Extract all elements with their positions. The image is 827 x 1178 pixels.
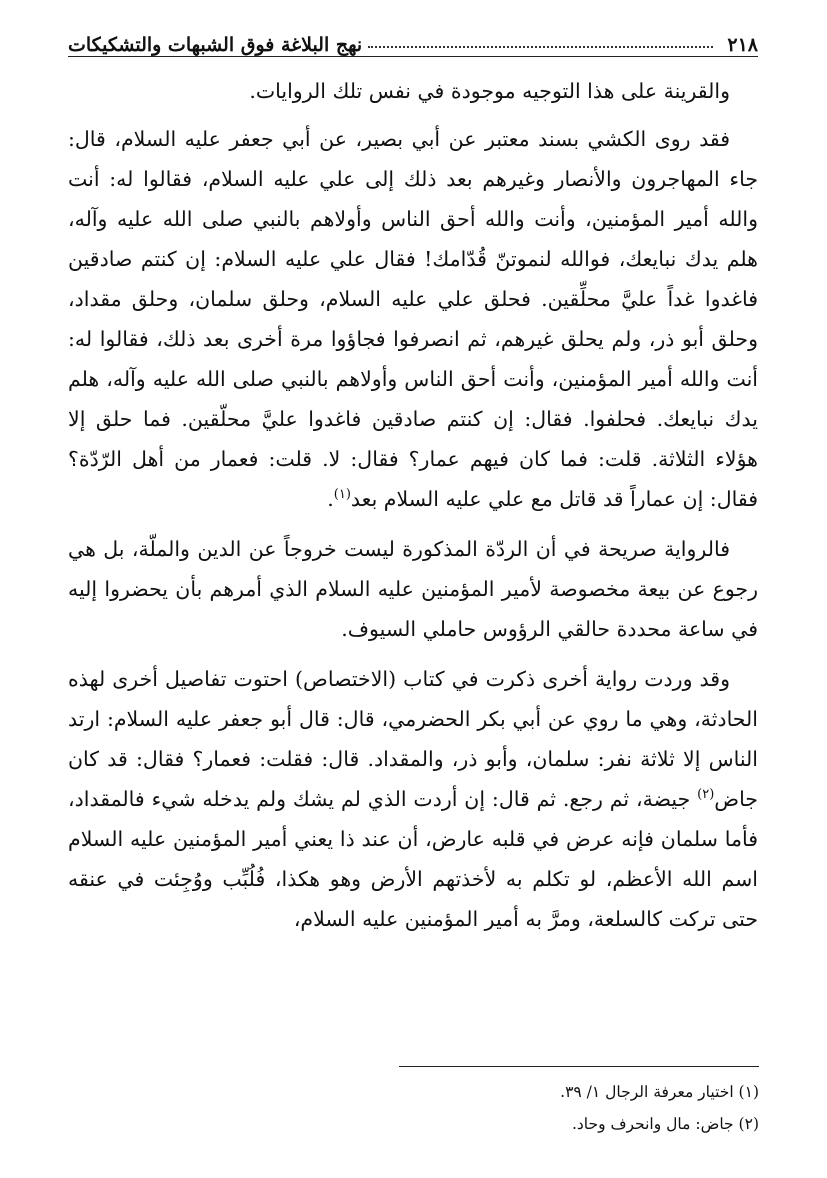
main-text xyxy=(68,71,758,939)
paragraph-1: والقرينة على هذا التوجيه موجودة في نفس تلك الروايات. xyxy=(249,79,730,103)
footnote-1: (١) اختيار معرفة الرجال ١/ ٣٩. xyxy=(560,1083,759,1101)
footnotes xyxy=(69,1076,759,1140)
paragraph-2 xyxy=(68,119,758,519)
paragraph-4-cont: جيضة، ثم رجع. ثم قال: إن أردت الذي لم يشك ولم يدخله شيء فالمقداد، فأما سلمان فإنه عرض في قلبه عارض، أن عند ذا يعني أمير المؤمنين عليه السلام اسم الله الأعظم، لو تكلم به لأخذتهم الأرض وهو هكذا، فُلُبِّب ووُجِئت في عنقه حتى تركت كالسلعة، ومرَّ به أمير المؤمنين عليه السلام، xyxy=(68,787,758,931)
footnote-marker-1: (١) xyxy=(333,487,351,503)
footnote-separator xyxy=(399,1066,759,1067)
paragraph-3: فالرواية صريحة في أن الردّة المذكورة ليست خروجاً عن الدين والملّة، بل هي رجوع عن بيعة مخصوصة لأمير المؤمنين عليه السلام الذي أمرهم بأن يحضروا إليه في ساعة محددة حالقي الرؤوس حاملي السيوف. xyxy=(68,537,758,641)
page-number: ٢١٨ xyxy=(727,34,758,56)
paragraph-4-text: وقد وردت رواية أخرى ذكرت في كتاب (الاختصاص) احتوت تفاصيل أخرى لهذه الحادثة، وهي ما روي عن أبي بكر الحضرمي، قال: قال أبو جعفر عليه السلام: ارتد الناس إلا ثلاثة نفر: سلمان، وأبو ذر، والمقداد. قال: فقلت: فعمار؟ فقال: قد كان جاض xyxy=(68,667,758,811)
running-header xyxy=(68,22,758,57)
paragraph-2-text: فقد روى الكشي بسند معتبر عن أبي بصير، عن أبي جعفر عليه السلام، قال: جاء المهاجرون والأنصار وغيرهم بعد ذلك إلى علي عليه السلام، فقالوا له: أنت والله أمير المؤمنين، وأنت والله أحق الناس وأولاهم بالنبي صلى الله عليه وآله، هلم يدك نبايعك، فوالله لنموتنّ قُدّامك! فقال علي عليه السلام: إن كنتم صادقين فاغدوا غداً عليَّ محلِّقين. فحلق علي عليه السلام، وحلق سلمان، وحلق مقداد، وحلق أبو ذر، ولم يحلق غيرهم، ثم انصرفوا فجاؤوا مرة أخرى بعد ذلك، فقالوا له: أنت والله أمير المؤمنين، وأنت أحق الناس وأولاهم بالنبي صلى الله عليه وآله، هلم يدك نبايعك. فحلفوا. فقال: إن كنتم صادقين فاغدوا عليَّ محلّقين. فما حلق إلا هؤلاء الثلاثة. قلت: فما كان فيهم عمار؟ فقال: لا. قلت: فعمار من أهل الرّدّة؟ فقال: إن عماراً قد قاتل مع علي عليه السلام بعد xyxy=(68,127,758,511)
running-title: نهج البلاغة فوق الشبهات والتشكيكات xyxy=(68,34,363,56)
footnote-2: (٢) جاض: مال وانحرف وحاد. xyxy=(571,1115,759,1133)
paragraph-2-end: . xyxy=(327,487,334,511)
paragraph-4 xyxy=(68,659,758,939)
page xyxy=(68,22,758,949)
footnote-marker-2: (٢) xyxy=(697,787,715,803)
header-dot-leader xyxy=(368,46,713,48)
